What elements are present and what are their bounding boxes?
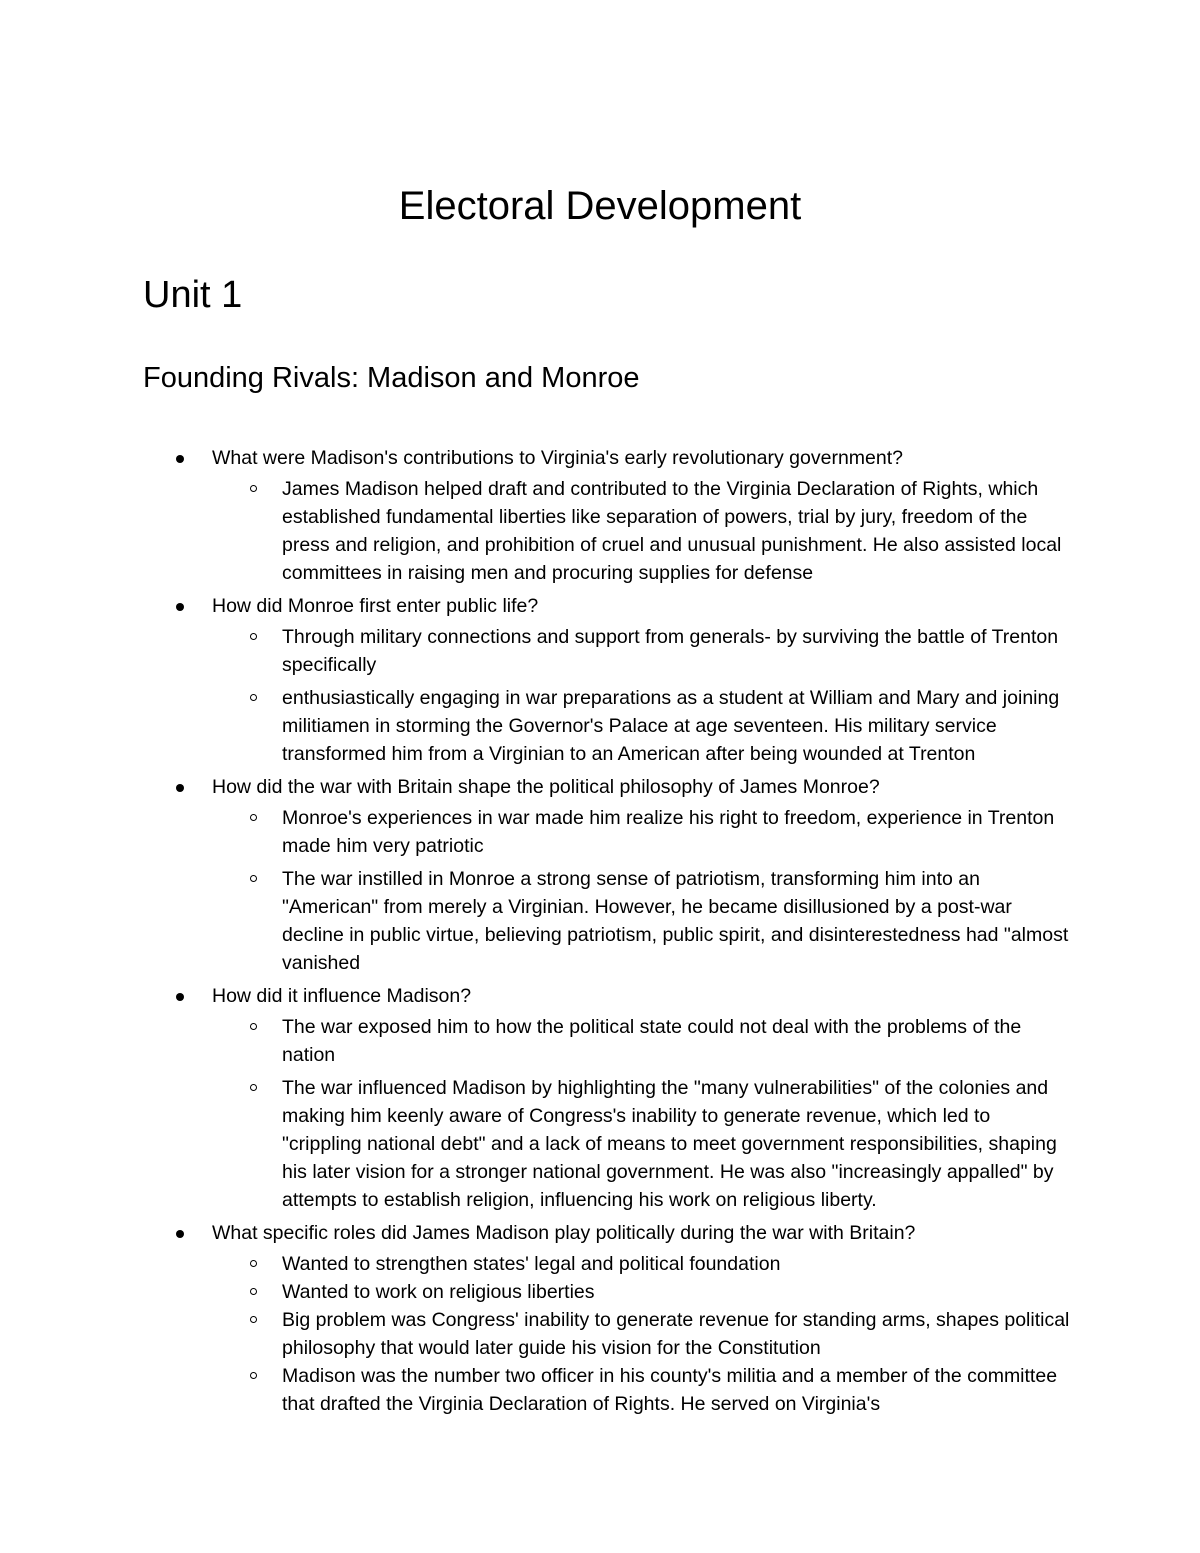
answer-item <box>282 684 1070 768</box>
hollow-bullet-icon <box>250 633 257 640</box>
answer-item <box>282 1250 1070 1278</box>
question-text: How did the war with Britain shape the political philosophy of James Monroe? <box>212 776 880 798</box>
answer-text: The war instilled in Monroe a strong sense of patriotism, transforming him into an "American" from merely a Virginian. However, he became disillusioned by a post-war decline in public virtue, believing patriotism, public spirit, and disinterestedness had "almost vanished <box>282 868 1069 974</box>
answer-text: The war exposed him to how the political state could not deal with the problems of the nation <box>282 1016 1022 1066</box>
answer-item <box>282 1306 1070 1362</box>
bullet-icon <box>176 993 184 1001</box>
question-item <box>0 1219 1200 1418</box>
hollow-bullet-icon <box>250 814 257 821</box>
hollow-bullet-icon <box>250 1260 257 1267</box>
hollow-bullet-icon <box>250 1023 257 1030</box>
document-title: Electoral Development <box>398 184 802 228</box>
answer-list <box>212 623 1070 768</box>
hollow-bullet-icon <box>250 485 257 492</box>
answer-text: The war influenced Madison by highlighting the "many vulnerabilities" of the colonies and making him keenly aware of Congress's inability to generate revenue, which led to "crippling national debt" and a lack of means to meet government responsibilities, shaping his later vision for a stronger national government. He was also "increasingly appalled" by attempts to establish religion, influencing his work on religious liberty. <box>282 1077 1057 1211</box>
question-item <box>0 982 1200 1214</box>
question-item <box>0 444 1200 587</box>
hollow-bullet-icon <box>250 1316 257 1323</box>
bullet-icon <box>176 1230 184 1238</box>
answer-item <box>282 623 1070 679</box>
answer-item <box>282 1278 1070 1306</box>
answer-list <box>212 475 1070 587</box>
answer-text: Through military connections and support from generals- by surviving the battle of Trenton specifically <box>282 626 1059 676</box>
question-list <box>0 444 1200 1423</box>
answer-text: Monroe's experiences in war made him realize his right to freedom, experience in Trenton made him very patriotic <box>282 807 1055 857</box>
bullet-icon <box>176 455 184 463</box>
answer-item <box>282 1013 1070 1069</box>
question-text: How did it influence Madison? <box>212 985 472 1007</box>
hollow-bullet-icon <box>250 1288 257 1295</box>
hollow-bullet-icon <box>250 875 257 882</box>
answer-item <box>282 1074 1070 1214</box>
answer-item <box>282 475 1070 587</box>
answer-list <box>212 1013 1070 1214</box>
hollow-bullet-icon <box>250 1372 257 1379</box>
answer-item <box>282 865 1070 977</box>
answer-list <box>212 1250 1070 1418</box>
answer-text: enthusiastically engaging in war preparations as a student at William and Mary and joining militiamen in storming the Governor's Palace at age seventeen. His military service transformed him from a Virginian to an American after being wounded at Trenton <box>282 687 1060 765</box>
answer-text: Madison was the number two officer in his county's militia and a member of the committee that drafted the Virginia Declaration of Rights. He served on Virginia's <box>282 1365 1058 1415</box>
question-text: What were Madison's contributions to Virginia's early revolutionary government? <box>212 447 904 469</box>
answer-item <box>282 804 1070 860</box>
bullet-icon <box>176 784 184 792</box>
question-text: What specific roles did James Madison play politically during the war with Britain? <box>212 1222 916 1244</box>
answer-text: Wanted to strengthen states' legal and political foundation <box>282 1253 781 1275</box>
answer-item <box>282 1362 1070 1418</box>
question-text: How did Monroe first enter public life? <box>212 595 539 617</box>
answer-list <box>212 804 1070 977</box>
answer-text: James Madison helped draft and contributed to the Virginia Declaration of Rights, which established fundamental liberties like separation of powers, trial by jury, freedom of the press and religion, and prohibition of cruel and unusual punishment. He also assisted local committees in raising men and procuring supplies for defense <box>282 478 1062 584</box>
section-heading: Founding Rivals: Madison and Monroe <box>143 362 640 394</box>
question-item <box>0 773 1200 977</box>
hollow-bullet-icon <box>250 1084 257 1091</box>
answer-text: Wanted to work on religious liberties <box>282 1281 595 1303</box>
hollow-bullet-icon <box>250 694 257 701</box>
unit-heading: Unit 1 <box>143 274 243 316</box>
bullet-icon <box>176 603 184 611</box>
question-item <box>0 592 1200 768</box>
answer-text: Big problem was Congress' inability to generate revenue for standing arms, shapes political philosophy that would later guide his vision for the Constitution <box>282 1309 1070 1359</box>
